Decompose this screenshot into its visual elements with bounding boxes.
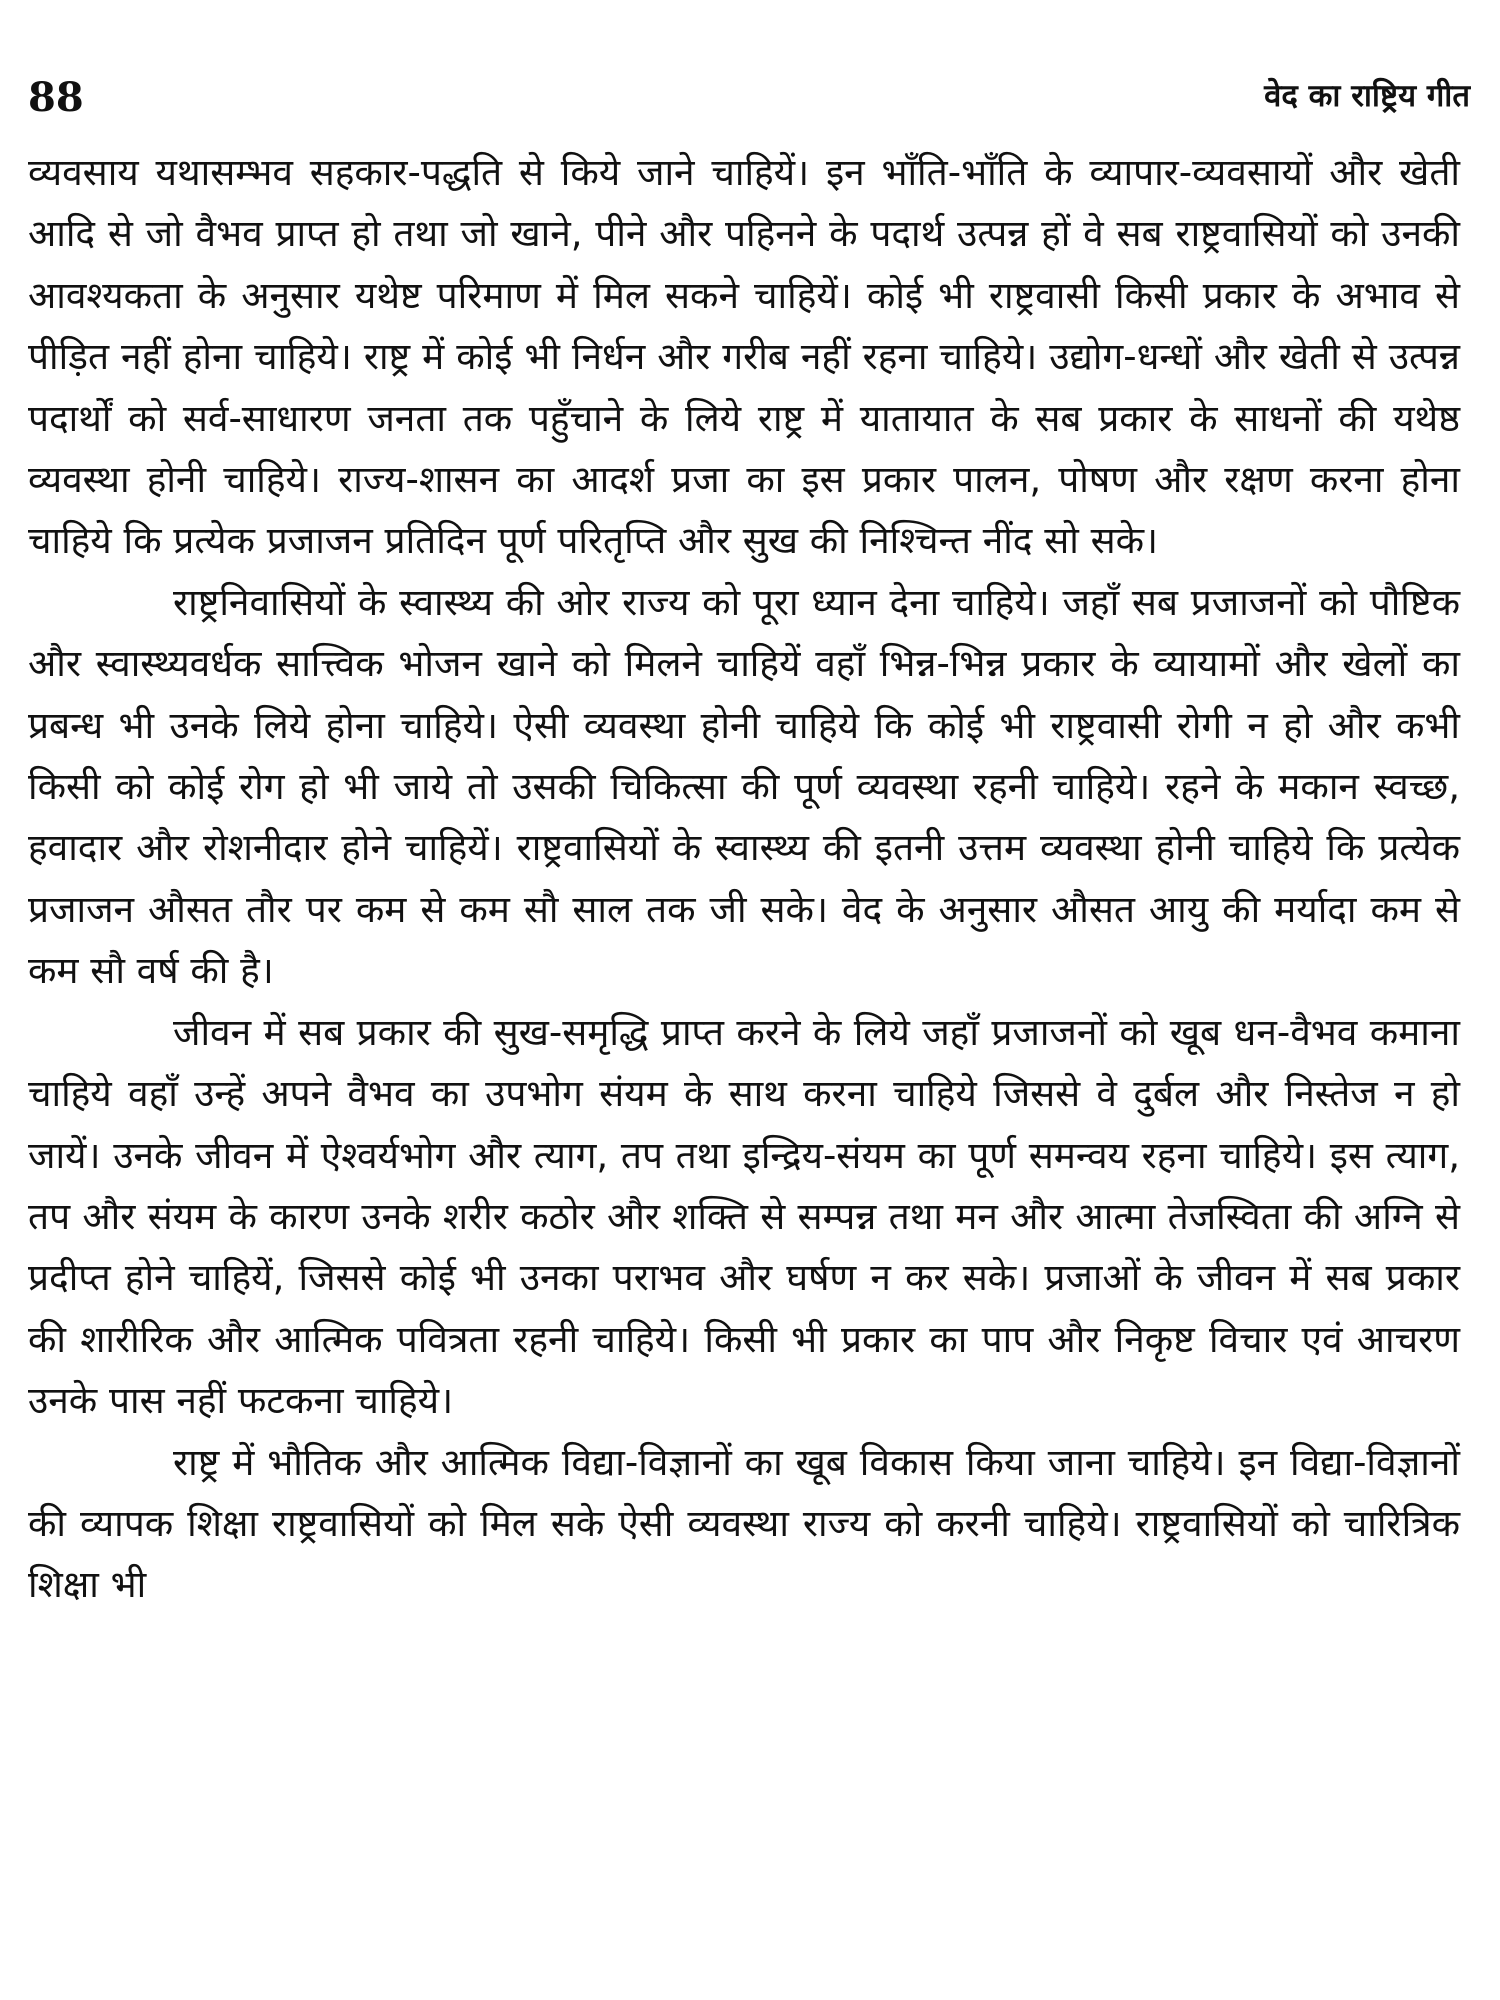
paragraph: राष्ट्र में भौतिक और आत्मिक विद्या-विज्ञानों का खूब विकास किया जाना चाहिये। इन विद्या-विज्ञानों की व्यापक शिक्षा राष्ट्रवासियों को मिल सके ऐसी व्यवस्था राज्य को करनी चाहिये। राष्ट्रवासियों को चारित्रिक शिक्षा भी bbox=[28, 1440, 1460, 1607]
page-number: 88 bbox=[28, 74, 84, 121]
running-title: वेद का राष्ट्रिय गीत bbox=[1264, 78, 1470, 114]
paragraph: व्यवसाय यथासम्भव सहकार-पद्धति से किये जाने चाहियें। इन भाँति-भाँति के व्यापार-व्यवसायों और खेती आदि से जो वैभव प्राप्त हो तथा जो खाने, पीने और पहिनने के पदार्थ उत्पन्न हों वे सब राष्ट्रवासियों को उनकी आवश्यकता के अनुसार यथेष्ट परिमाण में मिल सकने चाहियें। कोई भी राष्ट्रवासी किसी प्रकार के अभाव से पीड़ित नहीं होना चाहिये। राष्ट्र में कोई भी निर्धन और गरीब नहीं रहना चाहिये। उद्योग-धन्धों और खेती से उत्पन्न पदार्थों को सर्व-साधारण जनता तक पहुँचाने के लिये राष्ट्र में यातायात के सब प्रकार के साधनों की यथेष्ठ व्यवस्था होनी चाहिये। राज्य-शासन का आदर्श प्रजा का इस प्रकार पालन, पोषण और रक्षण करना होना चाहिये कि प्रत्येक प्रजाजन प्रतिदिन पूर्ण परितृप्ति और सुख की निश्चिन्त नींद सो सके। bbox=[28, 151, 1460, 563]
page-header bbox=[28, 62, 1470, 132]
paragraph: जीवन में सब प्रकार की सुख-समृद्धि प्राप्त करने के लिये जहाँ प्रजाजनों को खूब धन-वैभव कमाना चाहिये वहाँ उन्हें अपने वैभव का उपभोग संयम के साथ करना चाहिये जिससे वे दुर्बल और निस्तेज न हो जायें। उनके जीवन में ऐश्वर्यभोग और त्याग, तप तथा इन्द्रिय-संयम का पूर्ण समन्वय रहना चाहिये। इस त्याग, तप और संयम के कारण उनके शरीर कठोर और शक्ति से सम्पन्न तथा मन और आत्मा तेजस्विता की अग्नि से प्रदीप्त होने चाहियें, जिससे कोई भी उनका पराभव और घर्षण न कर सके। प्रजाओं के जीवन में सब प्रकार की शारीरिक और आत्मिक पवित्रता रहनी चाहिये। किसी भी प्रकार का पाप और निकृष्ट विचार एवं आचरण उनके पास नहीं फटकना चाहिये। bbox=[28, 1010, 1460, 1423]
paragraph: राष्ट्रनिवासियों के स्वास्थ्य की ओर राज्य को पूरा ध्यान देना चाहिये। जहाँ सब प्रजाजनों को पौष्टिक और स्वास्थ्यवर्धक सात्त्विक भोजन खाने को मिलने चाहियें वहाँ भिन्न-भिन्न प्रकार के व्यायामों और खेलों का प्रबन्ध भी उनके लिये होना चाहिये। ऐसी व्यवस्था होनी चाहिये कि कोई भी राष्ट्रवासी रोगी न हो और कभी किसी को कोई रोग हो भी जाये तो उसकी चिकित्सा की पूर्ण व्यवस्था रहनी चाहिये। रहने के मकान स्वच्छ, हवादार और रोशनीदार होने चाहियें। राष्ट्रवासियों के स्वास्थ्य की इतनी उत्तम व्यवस्था होनी चाहिये कि प्रत्येक प्रजाजन औसत तौर पर कम से कम सौ साल तक जी सके। वेद के अनुसार औसत आयु की मर्यादा कम से कम सौ वर्ष की है। bbox=[28, 580, 1460, 993]
body-text bbox=[28, 142, 1460, 1616]
